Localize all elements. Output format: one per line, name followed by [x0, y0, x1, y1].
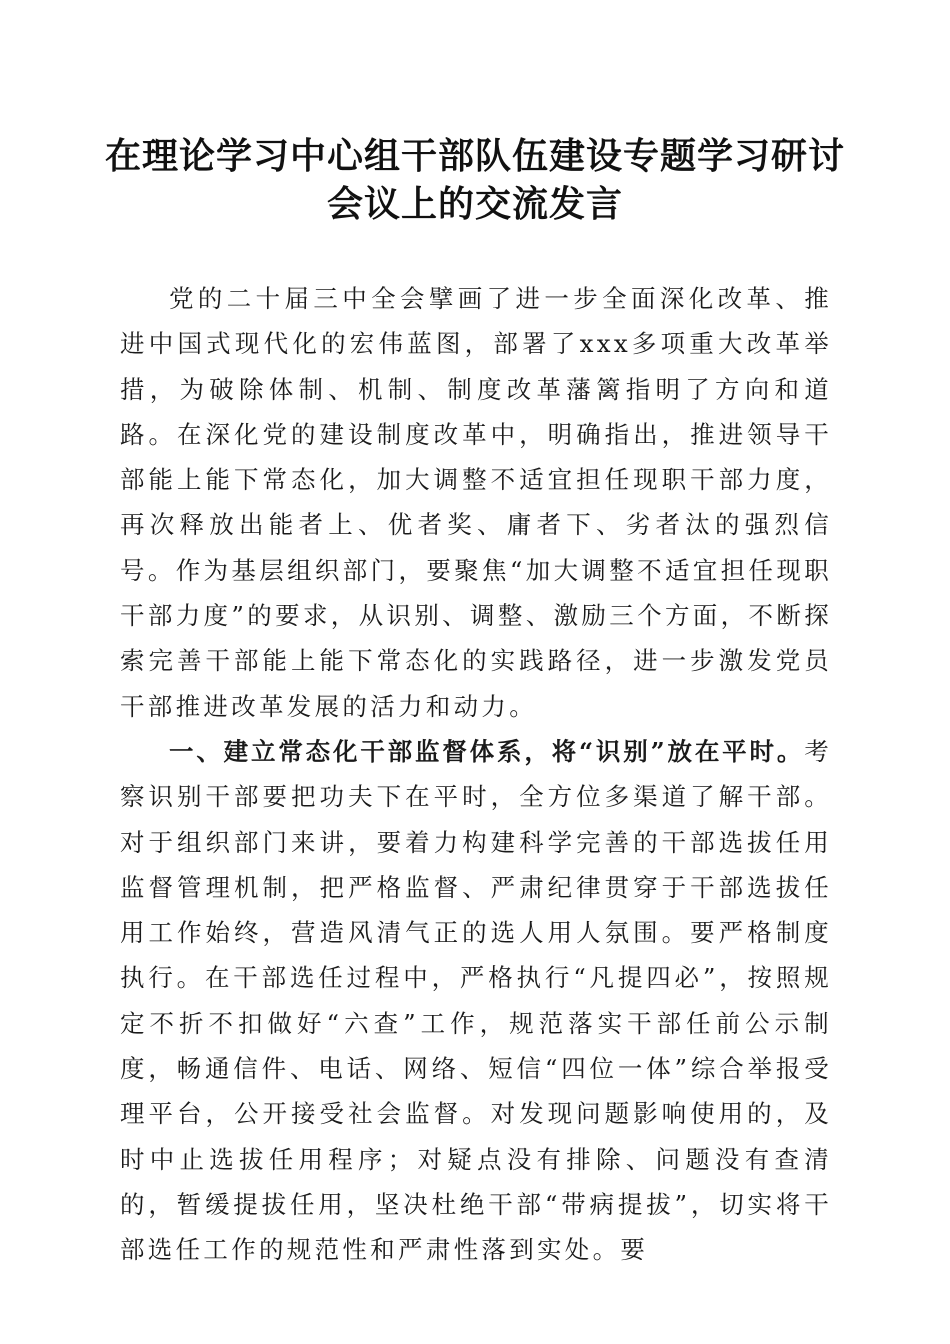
paragraph-intro-text: 党的二十届三中全会擘画了进一步全面深化改革、推进中国式现代化的宏伟蓝图，部署了xxx多项重大改革举措，为破除体制、机制、制度改革藩篱指明了方向和道路。在深化党的建设制度改革中，明确指出，推进领导干部能上能下常态化，加大调整不适宜担任现职干部力度，再次释放出能者上、优者奖、庸者下、劣者汰的强烈信号。作为基层组织部门，要聚焦“加大调整不适宜担任现职干部力度”的要求，从识别、调整、激励三个方面，不断探索完善干部能上能下常态化的实践路径，进一步激发党员干部推进改革发展的活力和动力。 [120, 284, 832, 721]
document-title [100, 132, 850, 228]
section-1-heading: 一、建立常态化干部监督体系，将“识别”放在平时。 [169, 736, 805, 766]
title-line-2: 会议上的交流发言 [326, 183, 623, 225]
paragraph-section-1 [120, 729, 832, 1273]
section-1-text: 考察识别干部要把功夫下在平时，全方位多渠道了解干部。对于组织部门来讲，要着力构建科学完善的干部选拔任用监督管理机制，把严格监督、严肃纪律贯穿于干部选拔任用工作始终，营造风清气正的选人用人氛围。要严格制度执行。在干部选任过程中，严格执行“凡提四必”，按照规定不折不扣做好“六查”工作，规范落实干部任前公示制度，畅通信件、电话、网络、短信“四位一体”综合举报受理平台，公开接受社会监督。对发现问题影响使用的，及时中止选拔任用程序；对疑点没有排除、问题没有查清的，暂缓提拔任用，坚决杜绝干部“带病提拔”，切实将干部选任工作的规范性和严肃性落到实处。要 [120, 736, 832, 1265]
paragraph-intro [120, 276, 832, 729]
title-line-1: 在理论学习中心组干部队伍建设专题学习研讨 [104, 135, 845, 177]
document-body [120, 276, 832, 1273]
